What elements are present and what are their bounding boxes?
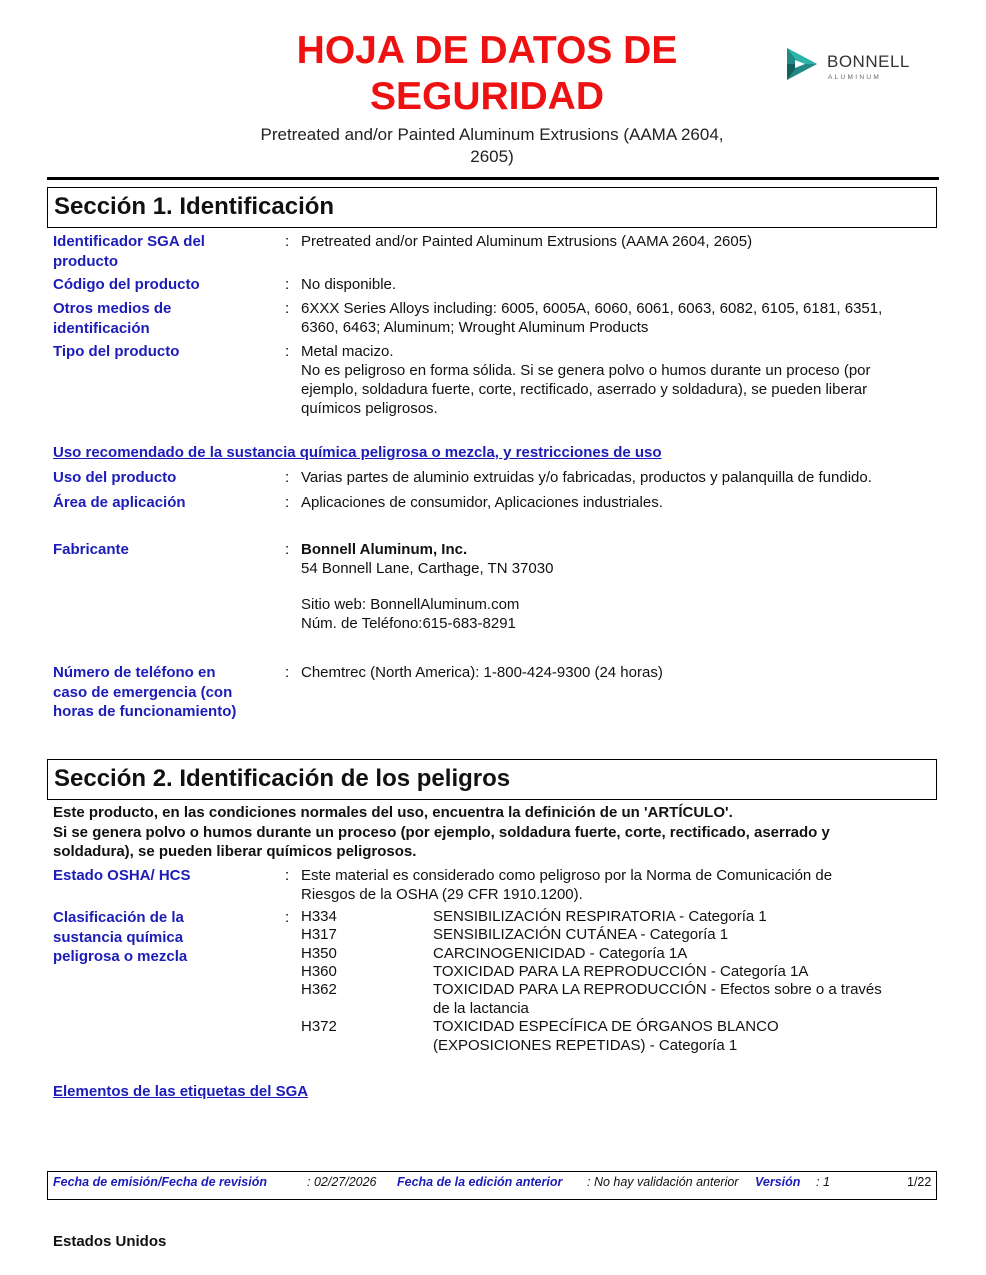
colon: :	[285, 469, 290, 486]
hazard-code: H317	[301, 926, 337, 943]
version-value: : 1	[816, 1175, 830, 1189]
colon: :	[285, 909, 290, 926]
manufacturer-name: Bonnell Aluminum, Inc.	[301, 541, 468, 558]
description-line: (EXPOSICIONES REPETIDAS) - Categoría 1	[433, 1036, 738, 1054]
hazard-code: H360	[301, 963, 337, 980]
colon: :	[285, 343, 290, 360]
value-line: ejemplo, soldadura fuerte, corte, rectificado, aserrado y soldadura), se pueden liberar	[301, 381, 868, 398]
colon: :	[285, 541, 290, 558]
label-product-use: Uso del producto	[53, 469, 177, 486]
bonnell-logo	[785, 44, 925, 84]
label-line: horas de funcionamiento)	[53, 703, 237, 720]
document-title	[247, 28, 727, 120]
hazard-code: H372	[301, 1018, 337, 1035]
hazard-description	[433, 1018, 933, 1055]
hazard-code: H362	[301, 981, 337, 998]
logo-subtitle: ALUMINUM	[828, 74, 882, 81]
value-product-code: No disponible.	[301, 276, 397, 293]
hazard-description: SENSIBILIZACIÓN CUTÁNEA - Categoría 1	[433, 926, 729, 943]
value-emergency-phone: Chemtrec (North America): 1-800-424-9300 (24 horas)	[301, 664, 663, 681]
label-line: Identificador SGA del	[53, 233, 205, 250]
subtitle-line-2: 2605)	[470, 147, 514, 166]
statement-line: Este producto, en las condiciones normales del uso, encuentra la definición de un 'ARTÍCULO'.	[53, 804, 733, 821]
colon: :	[285, 233, 290, 250]
issue-date-value: : 02/27/2026	[307, 1175, 377, 1189]
value-line: 6XXX Series Alloys including: 6005, 6005A, 6060, 6061, 6063, 6082, 6105, 6181, 6351,	[301, 300, 883, 317]
label-emergency-phone	[53, 663, 236, 722]
colon: :	[285, 867, 290, 884]
hazard-description: TOXICIDAD PARA LA REPRODUCCIÓN - Categoría 1A	[433, 963, 809, 980]
manufacturer-address: 54 Bonnell Lane, Carthage, TN 37030	[301, 560, 554, 577]
article-statement	[53, 803, 933, 862]
value-other-identification	[301, 299, 931, 337]
value-application-area: Aplicaciones de consumidor, Aplicaciones industriales.	[301, 494, 663, 511]
label-elements-link[interactable]: Elementos de las etiquetas del SGA	[53, 1083, 309, 1100]
manufacturer-website: Sitio web: BonnellAluminum.com	[301, 596, 520, 613]
label-line: Otros medios de	[53, 300, 172, 317]
colon: :	[285, 664, 290, 681]
subtitle-line-1: Pretreated and/or Painted Aluminum Extrusions (AAMA 2604,	[260, 125, 724, 144]
label-product-code: Código del producto	[53, 276, 200, 293]
country-label: Estados Unidos	[53, 1233, 167, 1250]
document-footer	[47, 1171, 937, 1200]
label-line: producto	[53, 252, 118, 270]
label-classification	[53, 908, 187, 967]
title-line-2: SEGURIDAD	[369, 75, 605, 118]
colon: :	[285, 300, 290, 317]
colon: :	[285, 494, 290, 511]
hazard-code: H334	[301, 908, 337, 925]
value-line: No es peligroso en forma sólida. Si se genera polvo o humos durante un proceso (por	[301, 362, 871, 379]
product-subtitle	[222, 124, 762, 168]
label-line: identificación	[53, 319, 150, 337]
label-line: sustancia química	[53, 928, 184, 946]
label-manufacturer: Fabricante	[53, 541, 129, 558]
value-manufacturer	[301, 540, 931, 633]
colon: :	[285, 276, 290, 293]
section-2-header	[47, 759, 937, 800]
description-line: de la lactancia	[433, 999, 529, 1017]
label-line: peligrosa o mezcla	[53, 948, 188, 965]
hazard-description	[433, 981, 933, 1018]
page-number: 1/22	[907, 1175, 932, 1189]
uses-heading-link[interactable]: Uso recomendado de la sustancia química peligrosa o mezcla, y restricciones de uso	[53, 444, 662, 461]
label-line: Número de teléfono en	[53, 664, 216, 681]
section-2-title: Sección 2. Identificación de los peligros	[54, 765, 511, 792]
value-line: 6360, 6463; Aluminum; Wrought Aluminum Products	[301, 319, 649, 336]
hazard-code: H350	[301, 945, 337, 962]
statement-line: soldadura), se pueden liberar químicos peligrosos.	[53, 843, 417, 860]
label-line: caso de emergencia (con	[53, 683, 233, 701]
value-osha-status	[301, 866, 931, 904]
title-line-1: HOJA DE DATOS DE	[296, 29, 678, 72]
section-1-title: Sección 1. Identificación	[54, 193, 335, 220]
hazard-description: SENSIBILIZACIÓN RESPIRATORIA - Categoría 1	[433, 908, 767, 925]
logo-mark-icon	[785, 46, 819, 82]
description-line: TOXICIDAD PARA LA REPRODUCCIÓN - Efectos sobre o a través	[433, 981, 882, 998]
logo-name: BONNELL	[827, 52, 910, 71]
previous-edition-value: : No hay validación anterior	[587, 1175, 739, 1189]
header-rule	[47, 177, 939, 180]
value-sga-identifier: Pretreated and/or Painted Aluminum Extrusions (AAMA 2604, 2605)	[301, 233, 753, 250]
version-label: Versión	[755, 1175, 801, 1189]
section-1-header	[47, 187, 937, 228]
manufacturer-phone: Núm. de Teléfono:615-683-8291	[301, 615, 516, 632]
value-line: Este material es considerado como peligroso por la Norma de Comunicación de	[301, 867, 833, 884]
label-line: Clasificación de la	[53, 909, 184, 926]
previous-edition-label: Fecha de la edición anterior	[397, 1175, 563, 1189]
label-sga-identifier	[53, 232, 205, 271]
value-product-type	[301, 342, 931, 418]
label-application-area: Área de aplicación	[53, 494, 186, 511]
statement-line: Si se genera polvo o humos durante un proceso (por ejemplo, soldadura fuerte, corte, rectificado, aserrado y	[53, 823, 830, 841]
hazard-description: CARCINOGENICIDAD - Categoría 1A	[433, 945, 688, 962]
issue-date-label: Fecha de emisión/Fecha de revisión	[53, 1175, 267, 1189]
value-product-use: Varias partes de aluminio extruidas y/o fabricadas, productos y palanquilla de fundido.	[301, 469, 872, 486]
label-osha-status: Estado OSHA/ HCS	[53, 867, 191, 884]
label-other-identification	[53, 299, 171, 338]
value-line: Metal macizo.	[301, 343, 394, 360]
value-line: Riesgos de la OSHA (29 CFR 1910.1200).	[301, 886, 583, 903]
label-product-type: Tipo del producto	[53, 343, 180, 360]
value-line: químicos peligrosos.	[301, 400, 438, 417]
description-line: TOXICIDAD ESPECÍFICA DE ÓRGANOS BLANCO	[433, 1018, 779, 1035]
